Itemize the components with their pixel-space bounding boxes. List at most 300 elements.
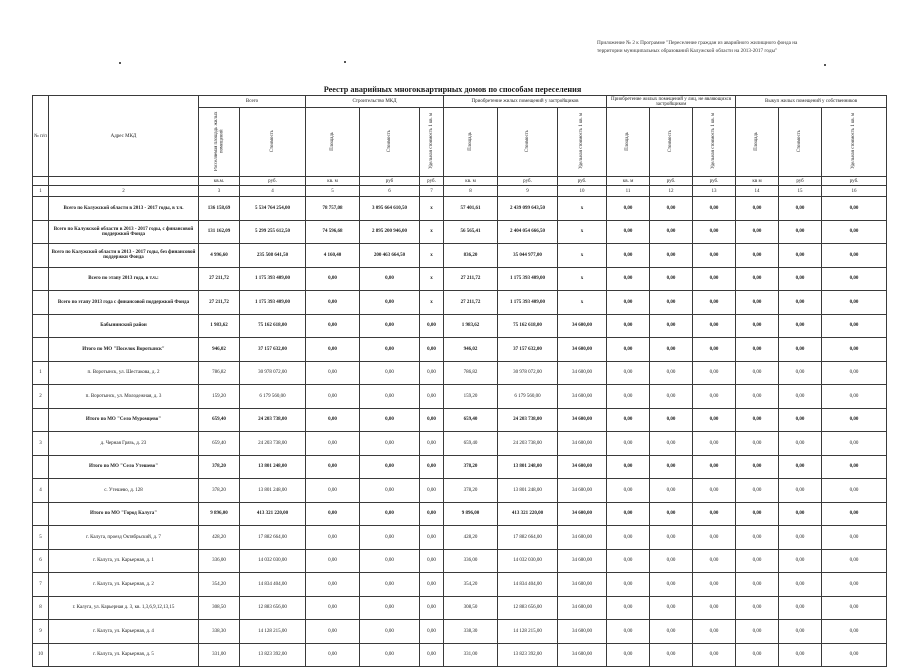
sub-header-cell (693, 108, 736, 177)
value-cell: 0,00 (306, 361, 360, 385)
value-cell: 0,00 (693, 220, 736, 244)
unit-cell: руб. (650, 177, 693, 186)
value-cell: 3 095 664 610,50 (360, 197, 420, 221)
group-construction-header: Строительство МКД (306, 96, 444, 108)
value-cell: 1 175 393 409,00 (498, 267, 558, 291)
column-number-cell: 6 (360, 186, 420, 197)
sub-header-cell (779, 108, 822, 177)
table-row (33, 244, 887, 268)
sub-header-label: Площадь (329, 131, 335, 151)
unit-cell: руб. (558, 177, 607, 186)
value-cell: 0,00 (693, 526, 736, 550)
value-cell: 413 321 220,00 (240, 502, 306, 526)
document-title: Реестр аварийных многоквартирных домов по способам переселения (323, 85, 582, 94)
row-number-cell: 9 (33, 620, 49, 644)
value-cell: 0,00 (420, 596, 444, 620)
unit-cell: руб. (822, 177, 887, 186)
value-cell: 0,00 (650, 338, 693, 362)
value-cell: 659,40 (444, 408, 498, 432)
value-cell: 0,00 (736, 408, 779, 432)
column-number-cell: 2 (49, 186, 199, 197)
address-cell: г. Калуга, ул. Карьерная, д. 4 (49, 620, 199, 644)
value-cell: 0,00 (306, 502, 360, 526)
table-row (33, 267, 887, 291)
value-cell: 0,00 (607, 502, 650, 526)
value-cell: 0,00 (822, 479, 887, 503)
value-cell: 0,00 (607, 244, 650, 268)
row-number-cell (33, 267, 49, 291)
value-cell: 786,82 (199, 361, 240, 385)
value-cell: 0,00 (306, 643, 360, 667)
value-cell: 0,00 (693, 432, 736, 456)
value-cell: 0,00 (650, 314, 693, 338)
column-number-cell: 15 (779, 186, 822, 197)
sub-header-cell (558, 108, 607, 177)
value-cell: 0,00 (306, 479, 360, 503)
value-cell: 0,00 (607, 479, 650, 503)
value-cell: x (558, 197, 607, 221)
value-cell: 0,00 (693, 549, 736, 573)
value-cell: 0,00 (306, 338, 360, 362)
table-row (33, 643, 887, 667)
sub-header-label: Расселяемая площадь жилых помещений (213, 111, 224, 171)
value-cell: 0,00 (360, 314, 420, 338)
column-number-cell: 10 (558, 186, 607, 197)
value-cell: x (558, 244, 607, 268)
value-cell: 0,00 (607, 338, 650, 362)
value-cell: 336,00 (199, 549, 240, 573)
row-number-cell (33, 314, 49, 338)
value-cell: 0,00 (736, 314, 779, 338)
value-cell: 0,00 (420, 479, 444, 503)
value-cell: 428,20 (444, 526, 498, 550)
address-cell: Всего по этапу 2013 года, в т.ч.: (49, 267, 199, 291)
value-cell: 0,00 (650, 620, 693, 644)
value-cell: 0,00 (822, 197, 887, 221)
value-cell: 0,00 (779, 432, 822, 456)
value-cell: 27 211,72 (444, 267, 498, 291)
value-cell: 0,00 (736, 361, 779, 385)
value-cell: 75 162 618,00 (240, 314, 306, 338)
value-cell: 6 179 560,00 (240, 385, 306, 409)
table-row (33, 408, 887, 432)
value-cell: 30 978 072,00 (240, 361, 306, 385)
value-cell: 0,00 (736, 291, 779, 315)
value-cell: 0,00 (779, 244, 822, 268)
value-cell: 0,00 (693, 291, 736, 315)
value-cell: 0,00 (420, 338, 444, 362)
value-cell: 0,00 (822, 408, 887, 432)
value-cell: 0,00 (779, 526, 822, 550)
col-address-header: Адрес МКД (49, 96, 199, 177)
address-cell: Итого по МО "Село Муромцево" (49, 408, 199, 432)
table-row (33, 291, 887, 315)
value-cell: 0,00 (736, 526, 779, 550)
sub-header-cell (822, 108, 887, 177)
sub-header-cell (736, 108, 779, 177)
value-cell: 78 757,08 (306, 197, 360, 221)
value-cell: 0,00 (650, 596, 693, 620)
value-cell: 331,00 (444, 643, 498, 667)
value-cell: 27 211,72 (199, 267, 240, 291)
value-cell: 0,00 (650, 432, 693, 456)
row-number-cell (33, 455, 49, 479)
column-number-cell: 9 (498, 186, 558, 197)
address-cell: г. Калуга, ул. Карьерная, д. 5 (49, 643, 199, 667)
value-cell: 1 983,62 (444, 314, 498, 338)
row-number-cell: 6 (33, 549, 49, 573)
value-cell: 0,00 (779, 479, 822, 503)
value-cell: 0,00 (420, 573, 444, 597)
value-cell: 0,00 (822, 549, 887, 573)
value-cell: 24 203 738,00 (498, 432, 558, 456)
address-cell: г. Калуга, ул. Карьерная, д. 2 (49, 573, 199, 597)
value-cell: 0,00 (306, 408, 360, 432)
sub-header-label: Стоимость (386, 129, 392, 153)
value-cell: 0,00 (736, 455, 779, 479)
value-cell: 0,00 (360, 361, 420, 385)
value-cell: 34 600,00 (558, 314, 607, 338)
value-cell: 0,00 (607, 385, 650, 409)
value-cell: 0,00 (420, 314, 444, 338)
value-cell: 0,00 (779, 549, 822, 573)
row-number-cell: 4 (33, 479, 49, 503)
sub-header-cell (306, 108, 360, 177)
value-cell: 946,02 (444, 338, 498, 362)
value-cell: 13 801 248,00 (240, 479, 306, 503)
unit-cell: руб. (240, 177, 306, 186)
value-cell: 0,00 (360, 432, 420, 456)
row-number-cell (33, 220, 49, 244)
row-number-cell: 10 (33, 643, 49, 667)
value-cell: 0,00 (420, 643, 444, 667)
value-cell: 0,00 (693, 314, 736, 338)
value-cell: 0,00 (360, 408, 420, 432)
approval-note: Приложение № 2 к Программе "Переселение граждан из аварийного жилищного фонда на территории муниципальных образований Калужской области на 2013-2017 годы" (597, 40, 798, 54)
value-cell: 34 600,00 (558, 643, 607, 667)
address-cell: Всего по этапу 2013 года с финансовой поддержкой Фонда (49, 291, 199, 315)
sub-header-cell (650, 108, 693, 177)
value-cell: 13 801 248,00 (498, 455, 558, 479)
table-row (33, 361, 887, 385)
sub-header-cell (444, 108, 498, 177)
scan-speck (119, 62, 121, 64)
row-number-cell (33, 244, 49, 268)
table-row (33, 197, 887, 221)
value-cell: 0,00 (779, 361, 822, 385)
table-row (33, 455, 887, 479)
column-number-cell: 1 (33, 186, 49, 197)
table-row (33, 338, 887, 362)
value-cell: 57 401,61 (444, 197, 498, 221)
value-cell: 34 600,00 (558, 620, 607, 644)
table-row (33, 620, 887, 644)
value-cell: 13 823 392,00 (240, 643, 306, 667)
value-cell: 1 175 393 409,00 (498, 291, 558, 315)
row-number-cell (33, 197, 49, 221)
value-cell: 0,00 (779, 385, 822, 409)
value-cell: 378,20 (199, 455, 240, 479)
value-cell: 0,00 (607, 596, 650, 620)
value-cell: 0,00 (607, 314, 650, 338)
value-cell: 0,00 (420, 408, 444, 432)
value-cell: 0,00 (822, 267, 887, 291)
unit-cell: руб (360, 177, 420, 186)
value-cell: 200 463 664,50 (360, 244, 420, 268)
value-cell: 0,00 (360, 502, 420, 526)
value-cell: 0,00 (779, 197, 822, 221)
value-cell: 0,00 (736, 643, 779, 667)
value-cell: 0,00 (822, 596, 887, 620)
sub-header-label: Удельная стоимость 1 кв. м (711, 113, 717, 169)
value-cell: 0,00 (736, 620, 779, 644)
value-cell: 659,40 (444, 432, 498, 456)
value-cell: 659,40 (199, 432, 240, 456)
units-cell (33, 177, 49, 186)
value-cell: 12 883 656,00 (240, 596, 306, 620)
value-cell: 0,00 (779, 643, 822, 667)
value-cell: 946,02 (199, 338, 240, 362)
address-cell: Бабынинский район (49, 314, 199, 338)
value-cell: 0,00 (736, 385, 779, 409)
value-cell: 0,00 (693, 408, 736, 432)
value-cell: 34 600,00 (558, 479, 607, 503)
column-number-cell: 14 (736, 186, 779, 197)
sub-header-cell (199, 108, 240, 177)
value-cell: 13 823 392,00 (498, 643, 558, 667)
sub-header-label: Стоимость (797, 129, 803, 153)
value-cell: 0,00 (420, 502, 444, 526)
value-cell: 0,00 (693, 573, 736, 597)
value-cell: 0,00 (306, 549, 360, 573)
value-cell: 14 128 215,00 (498, 620, 558, 644)
value-cell: 0,00 (306, 620, 360, 644)
value-cell: 0,00 (736, 573, 779, 597)
value-cell: 2 895 200 946,00 (360, 220, 420, 244)
value-cell: 0,00 (420, 432, 444, 456)
column-number-cell: 16 (822, 186, 887, 197)
group-developers-header: Приобретение жилых помещений у застройщиков (444, 96, 607, 108)
row-number-cell: 2 (33, 385, 49, 409)
value-cell: 14 128 215,00 (240, 620, 306, 644)
value-cell: 338,30 (199, 620, 240, 644)
value-cell: 17 882 664,00 (498, 526, 558, 550)
value-cell: 0,00 (779, 291, 822, 315)
value-cell: 659,40 (199, 408, 240, 432)
value-cell: 0,00 (693, 361, 736, 385)
value-cell: 0,00 (650, 408, 693, 432)
address-cell: Всего по Калужской области в 2013 - 2017 годы, с финансовой поддержкой Фонда (49, 220, 199, 244)
unit-cell: руб (779, 177, 822, 186)
address-cell: г. Калуга, ул. Карьерная д. 3, кв. 1,3,6,9,12,13,15 (49, 596, 199, 620)
value-cell: 0,00 (736, 549, 779, 573)
row-number-cell: 8 (33, 596, 49, 620)
value-cell: 17 882 664,00 (240, 526, 306, 550)
value-cell: 0,00 (360, 385, 420, 409)
value-cell: 34 600,00 (558, 432, 607, 456)
value-cell: 5 299 255 612,50 (240, 220, 306, 244)
value-cell: 0,00 (306, 455, 360, 479)
col-number-header: № п/п (33, 96, 49, 177)
value-cell: 0,00 (779, 314, 822, 338)
value-cell: 0,00 (607, 291, 650, 315)
column-number-cell: 4 (240, 186, 306, 197)
scan-speck (344, 61, 346, 63)
address-cell: Всего по Калужской области в 2013 - 2017 годы, без финансовой поддержки Фонда (49, 244, 199, 268)
row-number-cell (33, 502, 49, 526)
value-cell: 354,20 (444, 573, 498, 597)
row-number-cell: 1 (33, 361, 49, 385)
value-cell: 14 834 404,00 (240, 573, 306, 597)
table-row (33, 549, 887, 573)
value-cell: 0,00 (420, 526, 444, 550)
value-cell: 0,00 (360, 455, 420, 479)
value-cell: 131 162,09 (199, 220, 240, 244)
table-row (33, 220, 887, 244)
value-cell: 0,00 (822, 385, 887, 409)
value-cell: 34 600,00 (558, 408, 607, 432)
value-cell: 0,00 (607, 549, 650, 573)
value-cell: 0,00 (736, 267, 779, 291)
value-cell: 0,00 (650, 549, 693, 573)
value-cell: 0,00 (306, 291, 360, 315)
value-cell: x (558, 291, 607, 315)
value-cell: 0,00 (650, 361, 693, 385)
value-cell: 159,20 (199, 385, 240, 409)
value-cell: 0,00 (607, 408, 650, 432)
value-cell: 34 600,00 (558, 502, 607, 526)
value-cell: 0,00 (360, 479, 420, 503)
value-cell: 0,00 (306, 432, 360, 456)
value-cell: 308,50 (444, 596, 498, 620)
value-cell: 2 439 099 643,50 (498, 197, 558, 221)
value-cell: 0,00 (650, 526, 693, 550)
value-cell: 0,00 (420, 549, 444, 573)
value-cell: 0,00 (736, 502, 779, 526)
value-cell: 24 203 738,00 (498, 408, 558, 432)
value-cell: 0,00 (360, 620, 420, 644)
unit-cell: кв. м (607, 177, 650, 186)
value-cell: 0,00 (822, 526, 887, 550)
value-cell: 0,00 (693, 643, 736, 667)
sub-header-cell (240, 108, 306, 177)
value-cell: 0,00 (306, 573, 360, 597)
value-cell: 0,00 (779, 338, 822, 362)
column-number-cell: 11 (607, 186, 650, 197)
value-cell: 9 896,00 (444, 502, 498, 526)
unit-cell: кв. м (444, 177, 498, 186)
value-cell: 1 175 393 409,00 (240, 291, 306, 315)
value-cell: 5 534 764 254,00 (240, 197, 306, 221)
value-cell: 836,20 (444, 244, 498, 268)
value-cell: 0,00 (306, 267, 360, 291)
column-number-cell: 3 (199, 186, 240, 197)
value-cell: 0,00 (693, 455, 736, 479)
value-cell: 0,00 (650, 385, 693, 409)
value-cell: 0,00 (736, 338, 779, 362)
value-cell: 30 978 072,00 (498, 361, 558, 385)
value-cell: 0,00 (779, 408, 822, 432)
unit-cell: кв.м. (199, 177, 240, 186)
value-cell: 0,00 (736, 596, 779, 620)
value-cell: 0,00 (693, 620, 736, 644)
row-number-cell (33, 408, 49, 432)
value-cell: 0,00 (607, 455, 650, 479)
value-cell: 336,00 (444, 549, 498, 573)
value-cell: 6 179 560,00 (498, 385, 558, 409)
value-cell: 13 801 248,00 (498, 479, 558, 503)
unit-cell: кв м (736, 177, 779, 186)
address-cell: Итого по МО "Город Калуга" (49, 502, 199, 526)
value-cell: 0,00 (822, 291, 887, 315)
table-row (33, 502, 887, 526)
value-cell: 0,00 (779, 455, 822, 479)
value-cell: 34 600,00 (558, 455, 607, 479)
value-cell: 0,00 (360, 267, 420, 291)
address-cell: Всего по Калужской области в 2013 - 2017 годы, в т.ч. (49, 197, 199, 221)
value-cell: 0,00 (693, 502, 736, 526)
table-row (33, 526, 887, 550)
value-cell: x (420, 291, 444, 315)
value-cell: 786,82 (444, 361, 498, 385)
group-total-header: Всего (199, 96, 306, 108)
value-cell: 34 600,00 (558, 385, 607, 409)
column-number-cell: 7 (420, 186, 444, 197)
sub-header-label: Удельная стоимость 1 кв. м (428, 113, 434, 169)
value-cell: 37 157 632,00 (498, 338, 558, 362)
value-cell: 0,00 (607, 267, 650, 291)
value-cell: 0,00 (822, 244, 887, 268)
value-cell: 9 896,00 (199, 502, 240, 526)
value-cell: 24 203 738,00 (240, 408, 306, 432)
value-cell: 34 600,00 (558, 549, 607, 573)
value-cell: 13 801 248,00 (240, 455, 306, 479)
value-cell: 0,00 (650, 479, 693, 503)
value-cell: 136 158,69 (199, 197, 240, 221)
value-cell: 0,00 (650, 244, 693, 268)
row-number-cell: 3 (33, 432, 49, 456)
unit-cell: руб. (498, 177, 558, 186)
value-cell: 0,00 (360, 549, 420, 573)
value-cell: 0,00 (607, 526, 650, 550)
value-cell: 12 883 656,00 (498, 596, 558, 620)
row-number-cell (33, 338, 49, 362)
unit-cell: руб. (693, 177, 736, 186)
value-cell: 0,00 (607, 643, 650, 667)
value-cell: 0,00 (822, 220, 887, 244)
scan-speck (824, 64, 826, 66)
value-cell: 0,00 (650, 573, 693, 597)
sub-header-cell (360, 108, 420, 177)
table-row (33, 385, 887, 409)
value-cell: 0,00 (822, 502, 887, 526)
value-cell: 0,00 (360, 338, 420, 362)
value-cell: x (420, 197, 444, 221)
value-cell: 0,00 (306, 314, 360, 338)
sub-header-label: Площадь (467, 131, 473, 151)
value-cell: 0,00 (607, 220, 650, 244)
value-cell: 74 596,68 (306, 220, 360, 244)
value-cell: 35 044 977,00 (498, 244, 558, 268)
table-row (33, 479, 887, 503)
address-cell: г. Калуга, ул. Карьерная, д. 1 (49, 549, 199, 573)
sub-header-cell (420, 108, 444, 177)
value-cell: 0,00 (420, 361, 444, 385)
unit-cell: руб. (420, 177, 444, 186)
value-cell: 0,00 (607, 620, 650, 644)
sub-header-label: Удельная стоимость 1 кв. м (851, 113, 857, 169)
units-cell (49, 177, 199, 186)
